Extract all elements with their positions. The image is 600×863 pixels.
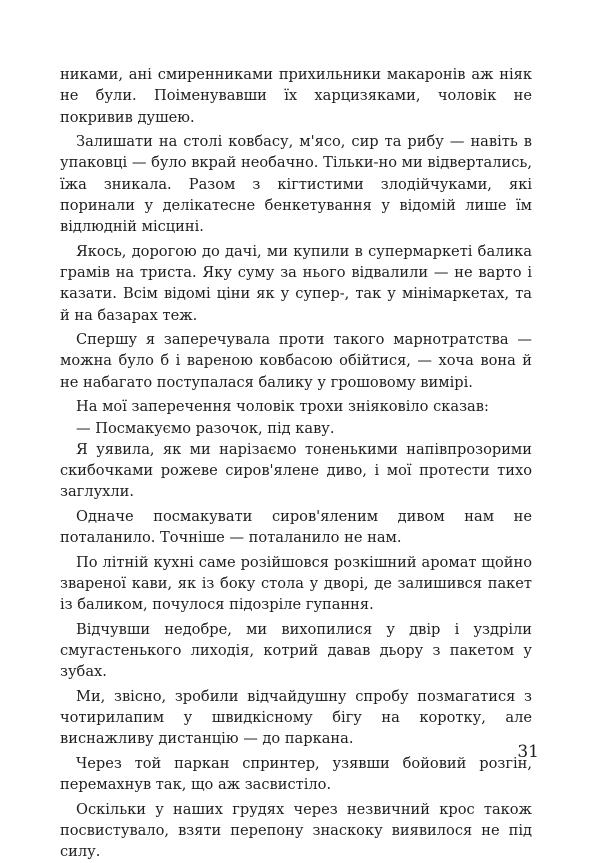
paragraph-12: Через той паркан спринтер, узявши бойовий розгін, перемахнув так, що аж засвистіло.: [60, 754, 532, 794]
paragraph-2: Залишати на столі ковбасу, м'ясо, сир та рибу — навіть в упаковці — було вкрай необачно. Тільки-но ми відвертались, їжа зникала. Разом з кігтистими злодійчуками, які поринали у делікатесне бенкетування у відомій лише їм відлюдній місцині.: [60, 133, 532, 236]
paragraph-1: никами, ані смиренниками прихильники макаронів аж ніяк не були. Поіменувавши їх харцизяками, чоловік не покривив душею.: [60, 66, 532, 126]
paragraph-9: По літній кухні саме розійшовся розкішний аромат щойно звареної кави, як із боку стола у дворі, де залишився пакет із баликом, почулося підозріле гупання.: [60, 553, 532, 614]
paragraph-8: Одначе посмакувати сиров'яленим дивом нам не поталанило. Точніше — поталанило не нам.: [60, 507, 532, 547]
paragraph-3: Якось, дорогою до дачі, ми купили в супермаркеті балика грамів на триста. Яку суму за нього відвалили — не варто і казати. Всім відомі ціни як у супер-, так у мінімаркетах, та й на базарах теж.: [60, 242, 532, 324]
page-text: [60, 64, 532, 863]
paragraph-13: Оскільки у наших грудях через незвичний крос також посвистувало, взяти перепону знаскоку виявилося не під силу.: [60, 800, 532, 861]
paragraph-6: — Посмакуємо разочок, під каву.: [76, 419, 335, 437]
paragraph-7: Я уявила, як ми нарізаємо тоненькими напівпрозорими скибочками рожеве сиров'ялене диво, і мої протести тихо заглухли.: [60, 440, 532, 501]
paragraph-11: Ми, звісно, зробили відчайдушну спробу позмагатися з чотирилапим у швидкісному бігу на коротку, але виснажливу дистанцію — до паркана.: [60, 687, 532, 748]
page-number: 31: [517, 742, 539, 762]
paragraph-5: На мої заперечення чоловік трохи зніяковіло сказав:: [76, 398, 489, 416]
paragraph-10: Відчувши недобре, ми вихопилися у двір і уздріли смугастенького лиходія, котрий давав дьору з пакетом у зубах.: [60, 620, 532, 681]
paragraph-4: Спершу я заперечувала проти такого марнотратства — можна було б і вареною ковбасою обійтися, — хоча вона й не набагато поступалася балику у грошовому вимірі.: [60, 331, 532, 391]
